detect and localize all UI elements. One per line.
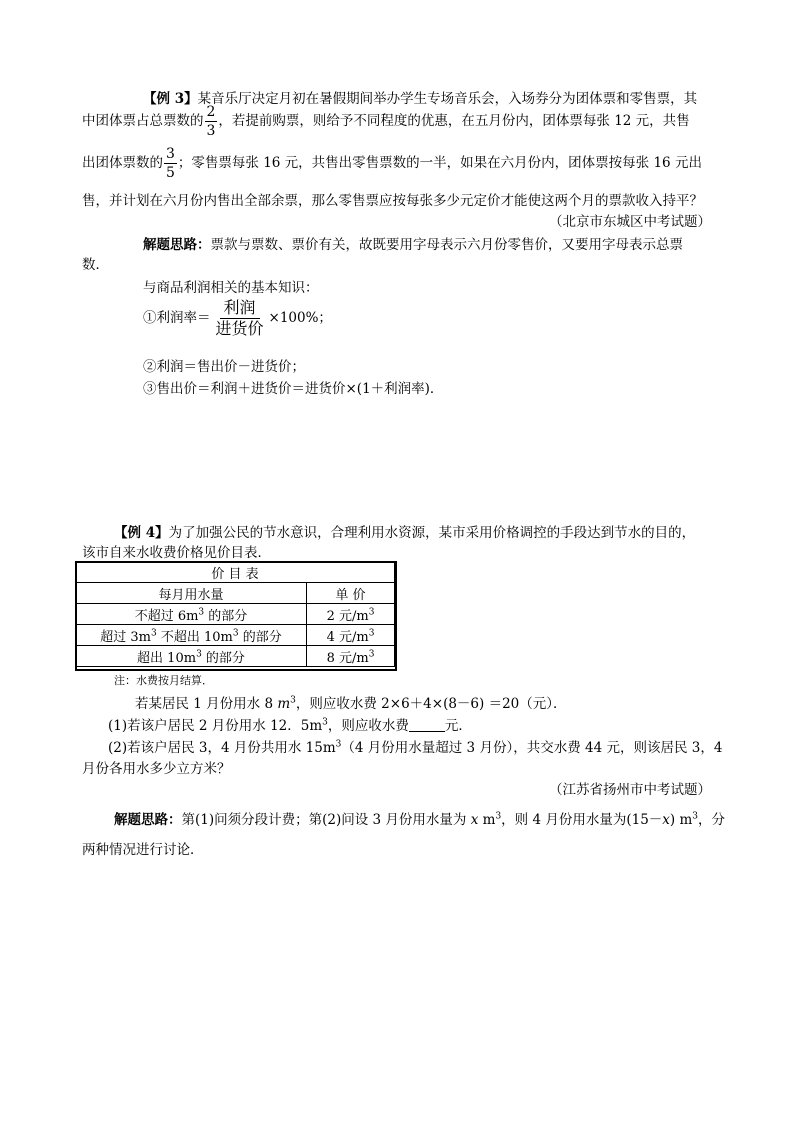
- ex4-question-1: (1)若该户居民 2 月份用水 12．$5m^3$，则应收水费 元．: [108, 717, 472, 734]
- ex3-tag: 【例 3】: [143, 91, 198, 107]
- ex4-source: （江苏省扬州市中考试题）: [549, 782, 711, 798]
- header-price: 单 价: [307, 583, 395, 604]
- ex4-note: 注：水费按月结算．: [114, 674, 213, 687]
- price-table-title: 价 目 表: [76, 562, 395, 583]
- knowledge-item-2: ②利润＝售出价－进货价；: [143, 359, 305, 375]
- fraction-two-thirds: $\frac{2}{3}$: [206, 104, 216, 139]
- ex4-hint-line-1: 解题思路：第(1)问须分段计费；第(2)问设 3 月份用水量为 x $m^3$，则 4 月份用水量为(15－x) $m^3$，分: [114, 811, 726, 828]
- price-table-header-row: [76, 583, 395, 604]
- ex4-hint-label: 解题思路：: [114, 812, 182, 828]
- table-row: 超过 $3m^3$ 不超出 $10m^3$ 的部分 4 元$/m^3$: [76, 625, 395, 646]
- ex3-text-2a: 中团体票占总票数的: [82, 113, 204, 129]
- knowledge-item-1: ①利润率＝ $\frac{\text{利润}}{\text{进货价}}$ ×100%；: [143, 298, 332, 338]
- ex4-question-2-line-2: 月份各用水多少立方米？: [82, 761, 231, 777]
- ex3-line-4: 售，并计划在六月份内售出全部余票，那么零售票应按每张多少元定价才能使这两个月的票款收入持平？: [82, 193, 703, 209]
- ex4-line-2: 该市自来水收费价格见价目表．: [82, 545, 271, 561]
- ex3-text-2b: ，若提前购票，则给予不同程度的优惠，在五月份内，团体票每张 12 元，共售: [218, 113, 690, 129]
- price-table: [75, 561, 395, 667]
- ex4-line-1: 【例 4】为了加强公民的节水意识，合理利用水资源，某市采用价格调控的手段达到节水的目的，: [114, 525, 696, 541]
- ex3-line-2: [82, 105, 690, 138]
- price-table-title-row: [76, 562, 395, 583]
- ex3-source: （北京市东城区中考试题）: [549, 214, 711, 230]
- table-row: 不超过 $6m^3$ 的部分 2 元$/m^3$: [76, 604, 395, 625]
- table-row: 超出 $10m^3$ 的部分 8 元$/m^3$: [76, 646, 395, 667]
- ex4-hint-line-2: 两种情况进行讨论．: [82, 842, 204, 858]
- answer-blank[interactable]: [409, 719, 445, 732]
- ex3-hint-line-1: 解题思路：票款与票数、票价有关，故既要用字母表示六月份零售价，又要用字母表示总票: [143, 237, 683, 253]
- ex3-text-3b: ；零售票每张 16 元，共售出零售票数的一半，如果在六月份内，团体票按每张 16 元出: [177, 155, 702, 171]
- ex3-text-3a: 出团体票数的: [82, 155, 163, 171]
- ex4-example-line: 若某居民 1 月份用水 8 $m^3$，则应收水费 2×6＋4×(8－6) ＝20（元）．: [135, 695, 567, 712]
- header-usage: 每月用水量: [76, 583, 307, 604]
- ex3-text-1: 某音乐厅决定月初在暑假期间举办学生专场音乐会，入场券分为团体票和零售票，其: [197, 91, 698, 107]
- ex3-line-3: [82, 147, 702, 180]
- fraction-profit-cost: $\frac{\text{利润}}{\text{进货价}}$: [215, 298, 264, 338]
- ex3-hint-line-2: 数．: [82, 257, 109, 273]
- fraction-three-fifths: $\frac{3}{5}$: [166, 146, 175, 181]
- ex4-tag: 【例 4】: [114, 525, 169, 541]
- ex3-hint-label: 解题思路：: [143, 237, 211, 253]
- knowledge-item-3: ③售出价＝利润＋进货价＝进货价×(1＋利润率)．: [143, 381, 444, 397]
- knowledge-title: 与商品利润相关的基本知识：: [143, 280, 319, 296]
- ex3-line-1: [143, 87, 697, 107]
- ex4-question-2-line-1: (2)若该户居民 3，4 月份共用水 $15m^3(4$ 月份用水量超过 3 月份），共交水费 44 元，则该居民 3，4: [108, 739, 723, 756]
